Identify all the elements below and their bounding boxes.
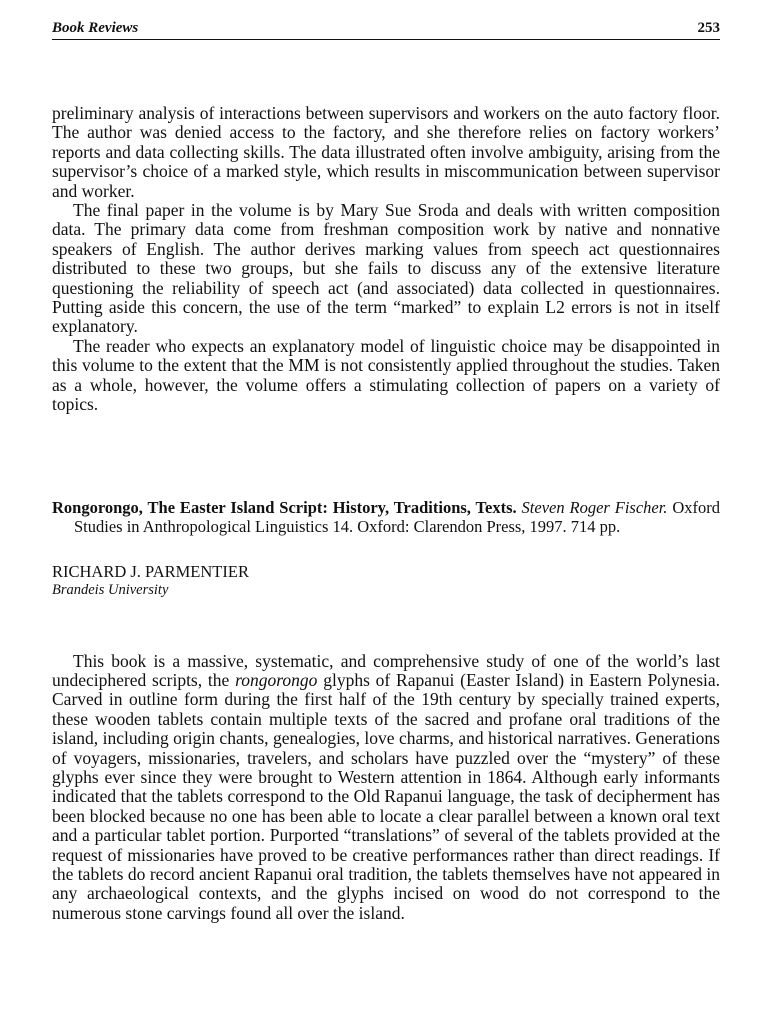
- review-text-part2: glyphs of Rapanui (Easter Island) in Eastern Polynesia. Carved in outline form during the first half of the 19th century by specially trained experts, these wooden tablets contain multiple texts of the sacred and profane oral traditions of the island, including origin chants, genealogies, love charms, and historical narratives. Generations of voyagers, missionaries, travelers, and scholars have puzzled over the “mystery” of these glyphs ever since they were brought to Western attention in 1864. Although early informants indicated that the tablets correspond to the Old Rapanui language, the task of decipherment has been blocked because no one has been able to locate a clear parallel between a known oral text and a particular tablet portion. Purported “translations” of several of the tablets provided at the request of missionaries have proved to be creative performances rather than direct readings. If the tablets do record ancient Rapanui oral tradition, the tablets themselves have not appeared in any archaeological contexts, and the glyphs incised on wood do not correspond to the numerous stone carvings found all over the island.: [52, 669, 721, 923]
- reviewer-name: RICHARD J. PARMENTIER: [52, 561, 249, 581]
- reviewer-block: [52, 562, 720, 600]
- book-author: Steven Roger Fischer.: [521, 497, 668, 517]
- page-number: 253: [697, 20, 720, 36]
- review-paragraph: [52, 652, 720, 924]
- paragraph-sroda: The final paper in the volume is by Mary Sue Sroda and deals with written composition data. The primary data come from freshman composition work by native and nonnative speakers of English. The author derives marking values from speech act questionnaires distributed to these two groups, but she fails to discuss any of the extensive literature questioning the reliability of speech act (and associated) data collected in questionnaires. Putting aside this concern, the use of the term “marked” to explain L2 errors is not in itself explanatory.: [52, 200, 720, 337]
- book-title: Rongorongo, The Easter Island Script: History, Traditions, Texts.: [52, 497, 517, 517]
- reviewer-affiliation: Brandeis University: [52, 581, 169, 598]
- paragraph-conclusion: The reader who expects an explanatory model of linguistic choice may be disappointed in this volume to the extent that the MM is not consistently applied throughout the studies. Taken as a whole, however, the volume offers a stimulating collection of papers on a variety of topics.: [52, 335, 720, 415]
- book-citation: [52, 498, 720, 536]
- journal-page: [52, 20, 720, 923]
- section-title: Book Reviews: [52, 20, 139, 36]
- review-italic-term: rongorongo: [235, 669, 318, 690]
- paragraph-continuation: preliminary analysis of interactions between supervisors and workers on the auto factory floor. The author was denied access to the factory, and she therefore relies on factory workers’ reports and data collecting skills. The data illustrated often involve ambiguity, arising from the supervisor’s choice of a marked style, which results in miscommunication between supervisor and worker.: [52, 103, 720, 201]
- running-head: [52, 20, 720, 40]
- book-details: Oxford Studies in Anthropological Linguistics 14. Oxford: Clarendon Press, 1997. 714 pp.: [74, 497, 720, 536]
- review-text-part1: This book is a massive, systematic, and comprehensive study of one of the world’s last undeciphered scripts, the: [52, 650, 720, 690]
